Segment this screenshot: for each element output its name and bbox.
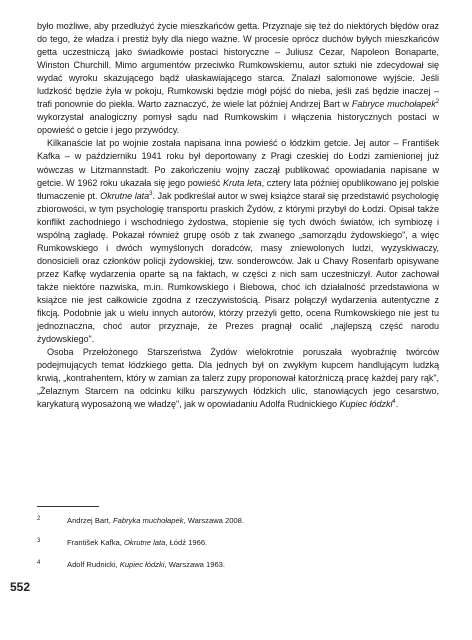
footnote-text <box>67 538 207 548</box>
text-run: , Warszawa 2008. <box>183 516 245 525</box>
italic-title: Kruta leta <box>222 177 262 188</box>
footnote <box>37 516 439 538</box>
text-run: Osoba Przełożonego Starszeństwa Żydów wielokrotnie poruszała wyobraźnię twórców podejmujących temat łódzkiego getta. Dla jednych był on zwykłym kupcem handlującym ludzką krwią, „kontrahentem, który w zamian za talerz zupy proponował katorżniczą pracę każdej pary rąk", „Żelaznym Starcem na odcinku kilku parszywych łódzkich ulic, stanowiących jego cesarstwo, karykaturą wyposażoną we władzę", jak w opowiadaniu Adolfa Rudnickiego <box>37 347 439 410</box>
footnote-number: 4 <box>37 560 41 566</box>
paragraph <box>37 346 439 411</box>
paragraph <box>37 20 439 137</box>
italic-title: Okrutne lata <box>100 190 150 201</box>
text-run: wykorzystał analogiczny pomysł sądu nad Rumkowskim i włączenia historycznych postaci w opowieść o getcie i jego przywódcy. <box>37 112 439 136</box>
page-number: 552 <box>10 580 31 594</box>
footnote-text <box>67 560 225 570</box>
paragraph <box>37 137 439 346</box>
text-run: Adolf Rudnicki, <box>67 560 120 569</box>
italic-title: Fabryka muchołapek <box>113 516 184 525</box>
text-run: było możliwe, aby przedłużyć życie mieszkańców getta. Przyznaje się też do niektórych błędów oraz do tego, że władza i prestiż były dla niego ważne. W procesie oprócz duchów byłych mieszkańców getta uczestniczą jako świadkowie postaci historyczne – Juliusz Cezar, Napoleon Bonaparte, Winston Churchill. Mimo argumentów przeciwko Rumkowskiemu, autor sztuki nie zdecydował się wydać wyroku skazującego bądź ułaskawiającego starca. Znalazł salomonowe wyjście. Jeśli ludzkość będzie żyła w pokoju, Rumkowski będzie mógł pójść do nieba, jeśli zaś będzie inaczej – trafi ponownie do piekła. Warto zaznaczyć, że wiele lat później Andrzej Bart w <box>37 21 439 110</box>
text-run: Andrzej Bart, <box>67 516 114 525</box>
text-run: . Jak podkreślał autor w swej książce starał się przedstawić psychologię zbiorowości, w tym psychologię transportu praskich Żydów, z którymi przybył do Łodzi. Opisał także konflikt zachodniego i wschodniego żydostwa, stopienie się tych dwóch światów, ich symbiozę i wspólną zagładę. Pokazał również grupę osób z tak zwanego „samorządu żydowskiego", a więc Rumkowskiego i dwóch wymyślonych doradców, masy zniewolonych ludzi, wyzyskiwaczy, donosicieli oraz członków policji żydowskiej, tzw. sonderowców. Jak u Chavy Rosenfarb opisywane przez Kafkę wydarzenia oparte są na faktach, w części z nich sam uczestniczył. Autor zachował także niektóre nazwiska, m.in. Rumkowskiego i Biebowa, choć ich działalność przedstawiona w książce nie jest całkowicie zgodna z rzeczywistością. Pisarz połączył wydarzenia autentyczne z fikcją. Podobnie jak u wielu innych autorów, którzy przeżyli getto, ocena Rumkowskiego nie jest tu jednoznaczna, choć autor przyznaje, że Prezes pragnął ocalić „najlepszą część narodu żydowskiego". <box>37 190 440 345</box>
footnote <box>37 538 439 560</box>
text-run: , Łódź 1966. <box>165 538 208 547</box>
footnote <box>37 560 439 582</box>
italic-title: Kupiec łódzki <box>119 560 165 569</box>
footnote-reference: 4 <box>392 399 396 406</box>
text-run: , cztery lata później opublikowano jej polskie tłumaczenie pt. <box>37 177 439 201</box>
text-run: , Warszawa 1963. <box>164 560 226 569</box>
footnote-text <box>67 516 244 526</box>
footnote-number: 2 <box>37 516 41 522</box>
italic-title: Fabryce muchołapek <box>351 99 436 110</box>
text-run: Kilkanaście lat po wojnie została napisana inna powieść o łódzkim getcie. Jej autor – František Kafka – w październiku 1941 roku był deportowany z Pragi czeskiej do Łodzi zamienionej już wówczas w Litzmannstadt. Po zakończeniu wojny zaczął publikować opowiadania napisane w getcie. W 1962 roku ukazała się jego powieść <box>37 138 439 188</box>
text-run: František Kafka, <box>67 538 124 547</box>
italic-title: Okrutne lata <box>123 538 166 547</box>
footnotes <box>37 516 439 582</box>
text-run: . <box>395 399 399 410</box>
italic-title: Kupiec łódzki <box>339 399 393 410</box>
footnote-number: 3 <box>37 538 41 544</box>
footnote-reference: 2 <box>435 99 439 106</box>
footnote-separator <box>37 506 99 507</box>
footnote-reference: 3 <box>149 190 153 197</box>
body-text <box>37 20 439 411</box>
